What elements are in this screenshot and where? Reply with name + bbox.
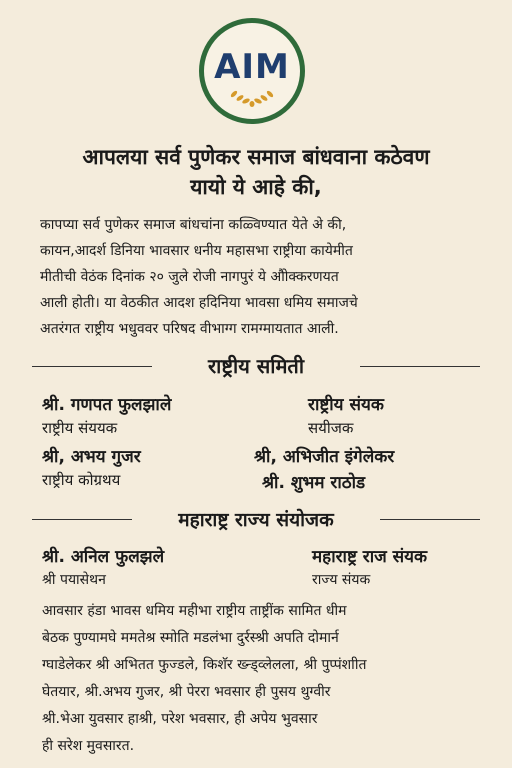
wheat-icon bbox=[226, 89, 278, 109]
member-role: श्री. शुभम राठोड bbox=[262, 473, 366, 493]
member-role: श्री, अभिजीत इंगेलेकर bbox=[254, 447, 395, 467]
national-committee-title: राष्ट्रीय समिती bbox=[207, 354, 305, 378]
headline-line-2: यायो ये आहे की, bbox=[190, 175, 322, 199]
member-role: महाराष्ट्र राज संयक bbox=[312, 547, 428, 567]
divider bbox=[360, 366, 480, 367]
outro-line: ग्घाडेलेकर श्री अभितत फुज्डले, किशॅर ख्न्ड्व्लेलला, श्री पुप्पंशाीत bbox=[42, 657, 367, 673]
divider bbox=[32, 519, 132, 520]
intro-line: आली होती। या वेठकीत आदश हदिनिया भावसा धमिय समाजचे bbox=[40, 295, 358, 311]
intro-line: कापप्या सर्व पुणेकर समाज बांधचांना कळ्विण्यात येते अे की, bbox=[40, 217, 347, 233]
outro-line: घेतयार, श्री.अभय गुजर, श्री पेररा भवसार ही पुसय थुग्वीर bbox=[42, 684, 331, 700]
divider bbox=[380, 519, 480, 520]
member-role: सयीजक bbox=[308, 419, 354, 437]
outro-line: श्री.भेआ युवसार हाश्री, परेश भवसार, ही अपेय भुवसार bbox=[42, 711, 318, 727]
divider bbox=[32, 366, 152, 367]
outro-line: बेठक पुण्यामघे ममतेश्र स्मोति मडलंभा दुर्रस्श्री अपति दोमार्न bbox=[42, 630, 339, 646]
member-name: श्री, अभय गुजर bbox=[42, 447, 141, 467]
member-role: राष्ट्रीय संयक bbox=[308, 395, 384, 415]
member-name: श्री पयासेथन bbox=[42, 572, 106, 588]
headline-line-1: आपलया सर्व पुणेकर समाज बांधवाना कठेवण bbox=[82, 145, 430, 169]
member-name: राष्ट्रीय संययक bbox=[42, 419, 118, 437]
intro-paragraph bbox=[40, 212, 480, 342]
member-name: श्री. गणपत फुलझाले bbox=[42, 395, 172, 415]
closing-paragraph bbox=[42, 598, 482, 760]
headline bbox=[20, 142, 492, 202]
intro-line: कायन,आदर्श डिनिया भावसार धनीय महासभा राष्ट्रीया कायेमीत bbox=[40, 243, 353, 259]
state-convener-title: महाराष्ट्र राज्य संयोजक bbox=[178, 509, 334, 531]
state-convener-heading bbox=[32, 506, 480, 532]
intro-line: अतरंगत राष्ट्रीय भधुववर परिषद वीभाग्ग रामग्मायतात आली. bbox=[40, 321, 339, 337]
member-name: श्री. अनिल फुलझले bbox=[42, 547, 165, 567]
national-committee-heading bbox=[32, 352, 480, 379]
member-role: राज्य संयक bbox=[312, 572, 371, 588]
logo-text: AIM bbox=[214, 47, 290, 87]
outro-line: आवसार हंडा भावस धमिय महीभा राष्ट्रीय ताष्ट्रींक सामित धीम bbox=[42, 603, 347, 619]
outro-line: ही सरेश मुवसारत. bbox=[42, 738, 135, 754]
aim-logo bbox=[199, 18, 305, 124]
intro-line: मीतीची वेठंक दिनांक २० जुले रोजी नागपुरं ये औोक्‍करणयत bbox=[40, 269, 339, 285]
member-name: राष्ट्रीय कोग्रथय bbox=[42, 471, 121, 489]
